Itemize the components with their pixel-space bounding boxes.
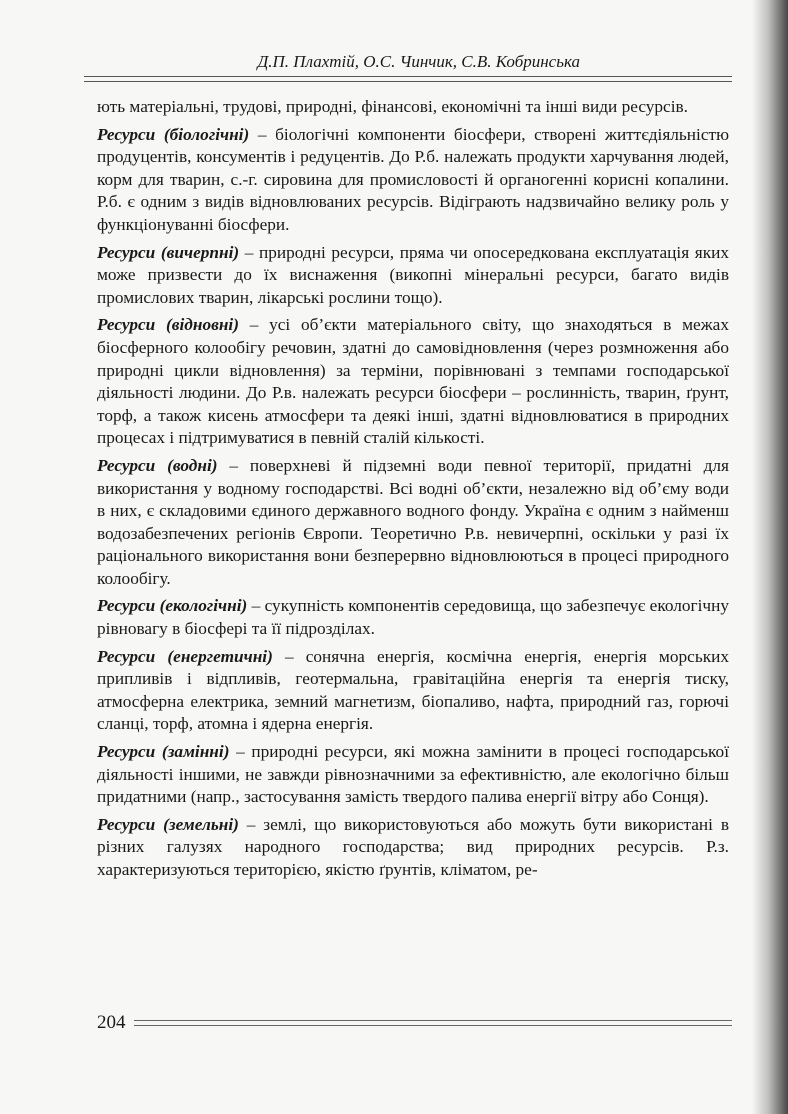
- entry-text: – усі об’єкти матеріального світу, що знаходяться в межах біосферного колообігу речовин, здатні до самовідновлення (через розмноження або природні цикли відновлення) за терміни, порівнювані з темпами господарської діяльності людини. До Р.в. належать ресурси біосфери – рослинність, тварин, ґрунт, торф, а також кисень атмосфери та деякі інші, здатні відновлюватися в природних процесах і підтримуватися в певній сталій кількості.: [97, 315, 729, 448]
- entry-text: – біологічні компоненти біосфери, створені життєдіяльністю продуцентів, консументів і редуцентів. До Р.б. належать продукти харчування людей, корм для тварин, с.-г. сировина для промисловості й органогенні корисні копалини. Р.б. є одним з видів відновлюваних ресурсів. Відіграють надзвичайно велику роль у функціонуванні біосфери.: [97, 124, 729, 234]
- page-edge-shadow: [752, 0, 788, 1114]
- entry-term: Ресурси (водні): [97, 455, 218, 475]
- header-double-rule: [84, 76, 732, 82]
- entry-text: – природні ресурси, які можна замінити в процесі господарської діяльності іншими, не завжди рівнозначними за ефективністю, але екологічно більш придатними (напр., застосування замість твердого палива енергії вітру або Сонця).: [97, 742, 729, 807]
- entry-biological: [97, 124, 729, 237]
- entry-text: – землі, що використовуються або можуть бути використані в різних галузях народного господарства; вид природних ресурсів. Р.з. характеризуються територією, якістю ґрунтів, кліматом, ре-: [97, 814, 730, 879]
- header-authors: Д.П. Плахтій, О.С. Чинчик, С.В. Кобринська: [257, 52, 580, 71]
- entry-replaceable: [97, 741, 729, 809]
- intro-paragraph: ють матеріальні, трудові, природні, фінансові, економічні та інші види ресурсів.: [97, 97, 689, 116]
- page-body: [97, 96, 729, 887]
- entry-term: Ресурси (відновні): [97, 315, 239, 335]
- entry-term: Ресурси (екологічні): [97, 596, 248, 616]
- entry-water: [97, 455, 729, 591]
- entry-term: Ресурси (земельні): [97, 814, 239, 834]
- entry-term: Ресурси (вичерпні): [97, 242, 240, 262]
- footer-double-rule: [134, 1020, 733, 1026]
- entry-term: Ресурси (енергетичні): [97, 646, 273, 666]
- entry-text: – природні ресурси, пряма чи опосередкована експлуатація яких може призвести до їх виснаження (викопні мінеральні ресурси, багато видів промислових тварин, лікарські рослини тощо).: [97, 242, 729, 307]
- page-number: 204: [97, 1012, 126, 1033]
- entry-text: – поверхневі й підземні води певної території, придатні для використання у водному господарстві. Всі водні об’єкти, незалежно від об’єму води в них, є складовими єдиного державного водного фонду. Україна є одним з найменш водозабезпечених регіонів Європи. Теоретично Р.в. невичерпні, оскільки у разі їх раціонального використання вони безперервно відновлюються в процесі природного колообігу.: [97, 455, 729, 588]
- entry-land: [97, 814, 729, 882]
- entry-text: – сукупність компонентів середовища, що забезпечує екологічну рівновагу в біосфері та її підрозділах.: [97, 596, 729, 639]
- running-header: [84, 52, 732, 72]
- entry-term: Ресурси (замінні): [97, 742, 230, 762]
- entry-renewable: [97, 314, 729, 450]
- entry-text: – сонячна енергія, космічна енергія, енергія морських припливів і відпливів, геотермальна, гравітаційна енергія та енергія тиску, атмосферна електрика, земний магнетизм, біопаливо, нафта, природний газ, горючі сланці, торф, атомна і ядерна енергія.: [97, 646, 729, 734]
- entry-ecological: [97, 595, 729, 640]
- entry-term: Ресурси (біологічні): [97, 124, 250, 144]
- entry-exhaustible: [97, 242, 729, 310]
- page-footer: [97, 1011, 732, 1035]
- entry-energy: [97, 646, 729, 736]
